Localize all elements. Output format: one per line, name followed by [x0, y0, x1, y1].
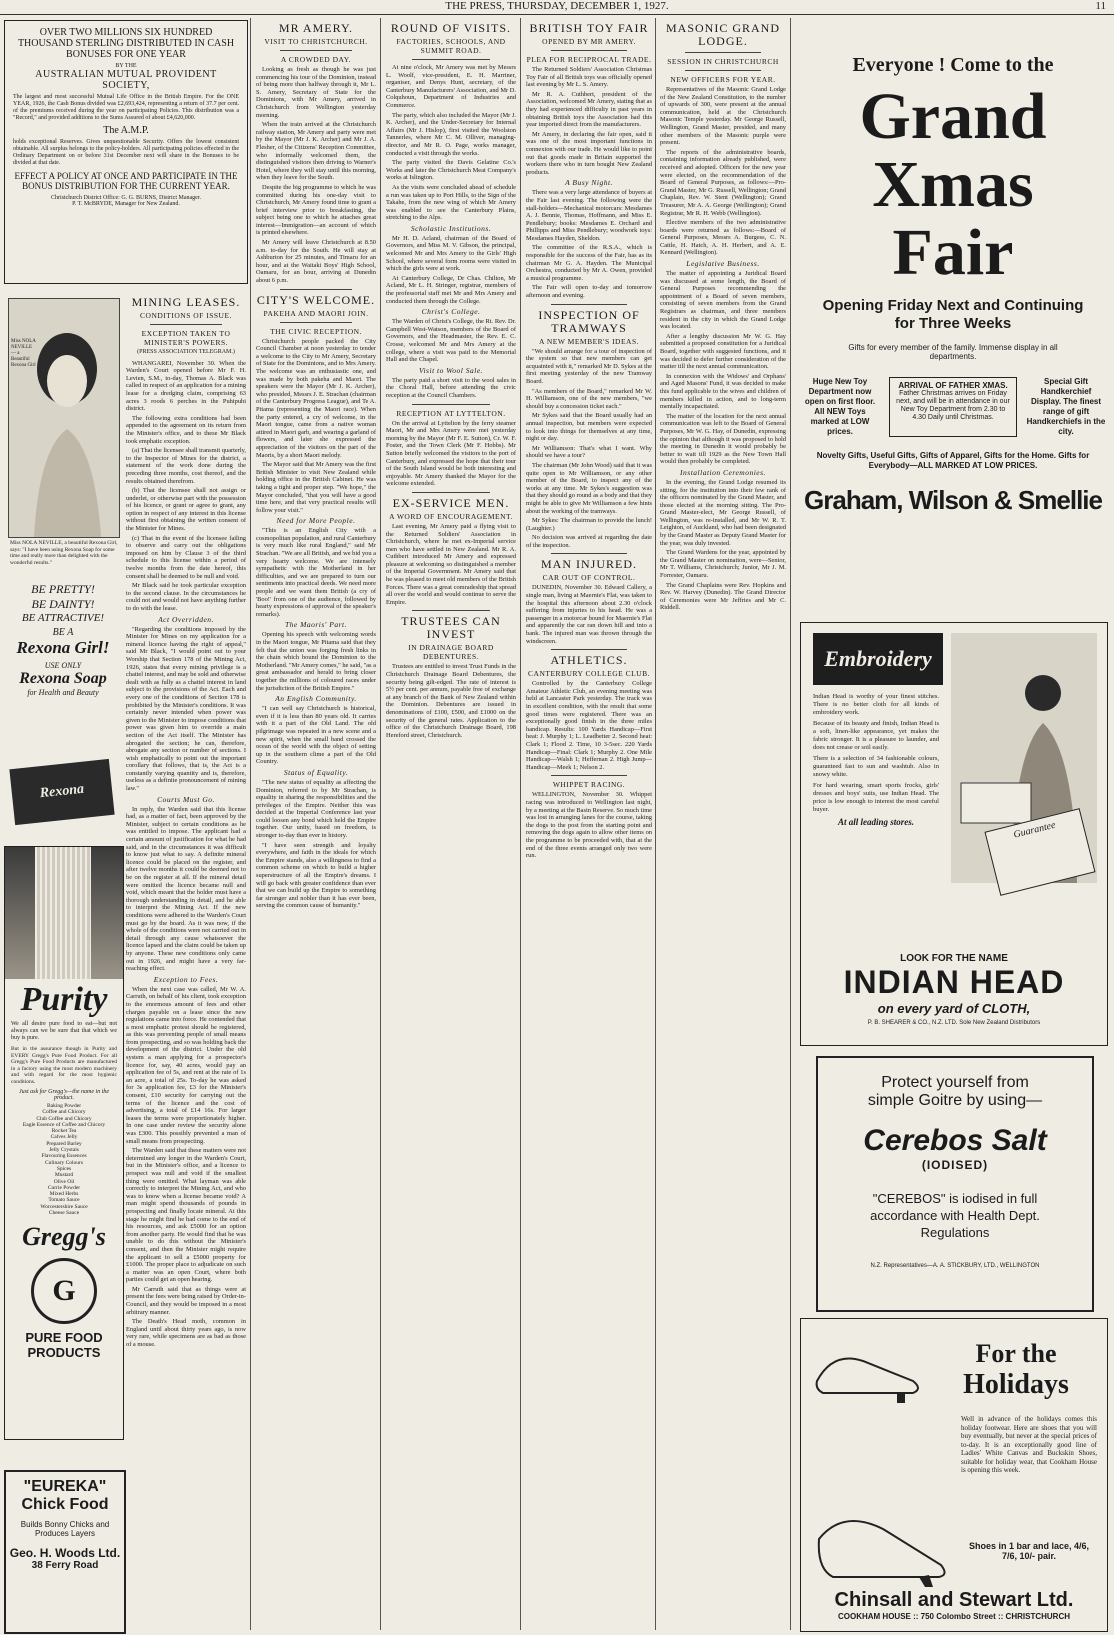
xmas-bottom: Novelty Gifts, Useful Gifts, Gifts of Apparel, Gifts for the Home. Gifts for Everybody—ALL MARKED AT LOW PRICES. [816, 451, 1090, 470]
chinsall-for: For the [975, 1339, 1057, 1368]
rexona-caption: Miss NOLA NEVILLE — a Beautiful Rexona Girl [11, 339, 36, 368]
product-list-item: Tomato Sauce [48, 1197, 80, 1204]
column-rule [250, 18, 251, 1630]
paragraph: When the next case was called, Mr W. A. Carruth, on behalf of his client, took exception to the enormous amount of fees and other charges payable on a lease since the new regulations came into force. He contended that a most emphatic protest should be registered, as this was preventing people of small means from prospecting, and so was holding back the development of the district. Under the old system a man applying for a prospector's licence for, say, 40 acres, would pay an application fee of 5s, and rent at the rate of 1s an acre, a total of 25s. To-day he was asked for 3s application fee, £3 for the Minister's consent, £10 security for carrying out the terms of the licence and the cost of advertising, a total of £14 16s. For larger leases the terms were proportionately higher. In one case under review the security alone was £300. This possibly prevented a man of small means from prospecting. [126, 985, 246, 1145]
toyfair-body [526, 66, 652, 300]
product-list-item: Olive Oil [53, 1178, 75, 1185]
high-heel-shoe-icon [813, 1479, 953, 1589]
purity-brand: Purity [20, 981, 108, 1018]
rexona-line5: Rexona Girl! [16, 638, 110, 657]
amp-society: AUSTRALIAN MUTUAL PROVIDENT SOCIETY, [35, 69, 217, 91]
trustees-body: Trustees are entitled to invest Trust Funds in the Christchurch Drainage Board Debentures, the security being gilt-edged. The rate of interest is 5½ per cent. per annum, payable free of exchange at any branch of the Bank of New Zealand within the Dominion. Debentures are issued in denominations of £100, £500, and £1000 on the security of the general rates. Application to the office of the Christchurch Drainage Board, 198 Hereford street, Christchurch. [386, 663, 516, 739]
xmas-father-title: ARRIVAL OF FATHER XMAS. [898, 381, 1008, 390]
ih-brand: INDIAN HEAD [843, 964, 1065, 1000]
paragraph: "The new status of equality as affecting the Dominion, referred to by Mr Strachan, is equality in sharing the responsibilities and the privileges of the Empire. Neither this was decided at the Imperial Conference last year could loosen any bond which held the Empire together. Our unity, based on freedom, is stronger to-day than ever in history. [256, 778, 376, 840]
product-list-item: Eagle Essence of Coffee and Chicory [22, 1121, 106, 1128]
exservice-body: Last evening, Mr Amery paid a flying visit to the Returned Soldiers' Association in Christchurch, where he met ex-Imperial service men who have settled in New Zealand. Mr R. A. Cuthbert introduced Mr Amery and expressed pleasure at welcoming so distinguished a member of the Imperial Government. Mr Amery said that he was pleased to meet old members of the British Forces. There was a great comradeship that spread all over the world and would continue to serve the Empire. [386, 522, 516, 606]
paragraph: The following extra conditions had been appended to the agreement on its return from the Minister's office, and to these Mr Black took emphatic exception. [126, 414, 246, 445]
paragraph: (a) That the licensee shall transmit quarterly, to the Inspector of Mines for the district, a statement of the work done during the preceding three months, cost thereof, and the results obtained therefrom. [126, 447, 246, 485]
paragraph: The matter of the location for the next annual communication was left to the Board of General Purposes, Mr W. G. Hay, of Dunedin, expressing the opinion that although it was proposed to hold the meeting in Dunedin it would probably be better to wait till 1929 as the New Town Hall would then probably be completed. [660, 412, 786, 466]
chinsall-shoes: Shoes in 1 bar and lace, 4/6, 7/6, 10/- pair. [968, 1541, 1090, 1561]
eureka-line: Builds Bonny Chicks and Produces Layers [20, 1520, 110, 1538]
ih-look: LOOK FOR THE NAME [900, 953, 1008, 964]
athletics-body: Controlled by the Canterbury College Amateur Athletic Club, an evening meeting was held at Lancaster Park yesterday. The track was in excellent condition, with the result that some good times were registered. There was an exceptionally good finish in the three miles handicap. Results: 100 Yards Handicap—First heat: J. Murphy 1; L. Leadbetter 2. Second heat: Clark 1; Flood 2. Time, 10 3-5sec. 220 Yards Handicap—Final: Clark 1; Murphy 2. One Mile Handicap—Walsh 1; Heffernan 2. High Jump—Handicap—Meek 1; Nelson 2. [526, 680, 652, 771]
rexona-line4: BE A [52, 627, 74, 638]
injured-headline: MAN INJURED. [541, 557, 637, 572]
paragraph: "I can well say Christchurch is historical, even if it is less than 80 years old. It carries with it a part of the Old Land. The old pilgrimage was repeated in a new scene and a new spirit, when the small band crossed the ocean of the world with the object of setting up in the southern clime a part of the Old Country. [256, 705, 376, 766]
eureka-maker: Geo. H. Woods Ltd. [9, 1546, 121, 1560]
ih-agents: P. B. SHEARER & CO., N.Z. LTD. Sole New Zealand Distributors [867, 1020, 1041, 1026]
visits-article [386, 18, 516, 1630]
paragraph: The Mayor said that Mr Amery was the first British Minister to visit New Zealand while holding office in the British Cabinet. He was taking a tight and proper step. "We hope," the Mayor concluded, "that you will have a good time here, and that very practical results will follow your visit." [256, 461, 376, 514]
masthead-title: THE PRESS, THURSDAY, DECEMBER 1, 1927. [445, 0, 669, 12]
eureka-sub: Chick Food [21, 1496, 109, 1513]
subheading: Legislative Business. [686, 259, 760, 269]
paragraph: Looking as fresh as though he was just commencing his tour of the Dominion, instead of being more than halfway through it, Mr L. S. Amery, Secretary of State for the Dominions, with Mr Amery, arrived in Christchurch from Wellington yesterday morning. [256, 66, 376, 119]
paragraph: Mr H. D. Acland, chairman of the Board of Governors, and Miss M. V. Gibson, the principal, welcomed Mr and Mrs Amery to the Girls' High School, where several form rooms were visited in which the girls were at work. [386, 234, 516, 273]
mining-headline: MINING LEASES. [131, 295, 241, 309]
cerebos-salt-advertisement [816, 1056, 1094, 1312]
masonic-body [660, 86, 786, 612]
amery-article [256, 18, 376, 1630]
paragraph: When the train arrived at the Christchurch railway station, Mr Amery and party were met by the Mayor (Mr J. K. Archer) and Mr J. A. Flesher, of the Citizens' Reception Committee, who informally welcomed them, the distinguished visitors then driving to Warner's Hotel, where they will stay until this morning, when they leave for the South. [256, 121, 376, 182]
amp-office: Christchurch District Office: G. G. BURNS, District Manager. [50, 195, 202, 201]
ih-text4: For hard wearing, smart sports frocks, girls' dresses and boys' suits, use Indian Head. The price is low enough to interest the most careful buyer. [813, 782, 939, 813]
paragraph: Christchurch people packed the City Council Chamber at noon yesterday to tender a welcome to the City to Mr Amery, Secretary of State for the Dominions, and to Mrs Amery. The welcome was an enthusiastic one, and was made by both pakeha and Maori. The speakers were the Mayor (Mr J. K. Archer), who presided, Messrs J. E. Strachan (chairman of the Canterbury Progress League), and Te A. Pitama (representing the Maori race). When the party entered, a cry of welcome, in the Maori tongue, came from a native woman attired in Maori garb, and wearing a garland of flowers, and later she expressed the appreciation of the visitors on the part of the Maoris, by a short Maori melody. [256, 337, 376, 459]
rexona-line8: for Health and Beauty [27, 688, 99, 697]
product-list-item: Coffee and Chicory [42, 1109, 86, 1116]
mining-telegram: (PRESS ASSOCIATION TELEGRAM.) [137, 349, 235, 355]
injured-sub: CAR OUT OF CONTROL. [542, 573, 636, 583]
paragraph: The Fair will open to-day and tomorrow afternoon and evening. [526, 284, 652, 300]
paragraph: The party, which also included the Mayor (Mr J. K. Archer), and the Under-Secretary for Internal Affairs (Mr J. Hislop), first visited the Woolston Tannerles, where Mr C. M. Olliver, managing-director, and Mr R. O. Page, works manager, conducted a visit through the works. [386, 111, 516, 157]
amery-sub2: A CROWDED DAY. [280, 55, 352, 64]
product-list-item: Baking Powder [46, 1103, 82, 1109]
amp-by: BY THE [115, 63, 137, 69]
paragraph: The committee of the R.S.A., which is responsible for the success of the Fair, has as its chairman Mr G. A. Hayden. The Municipal Orchestra, conducted by Mr A. Owen, provided a musical programme. [526, 244, 652, 282]
product-list-item: Rocket Tea [51, 1128, 77, 1135]
paragraph: Mr Black said he took particular exception to the second clause. In the circumstances he could not and would not have anything further to do with the lease. [126, 582, 246, 612]
amery-sub1: VISIT TO CHRISTCHURCH. [264, 37, 368, 46]
amery-headline: MR AMERY. [278, 21, 354, 35]
paragraph: The reports of the administrative boards, containing information already published, were received and adopted. Officers for the new year were elected, on the recommendation of the Board of General Purposes, as follows:—Pro-Grand Master, Mr G. Russell, Wellington; Grand Chaplain, Rev. W. Stent (Wellington); Grand Treasurer, Mr A. A. George (Wellington); Grand Registrar, Mr R. H. Webb (Wellington). [660, 148, 786, 217]
paragraph: The Warden said that these matters were not determined any longer in the Warden's Court, but in the Minister's office, and a licence to prospect was null and void if the smallest thing were omitted. What layman was able correctly to interpret the Mining Act, and who was to know when a license became void? A man might spend thousands of pounds in prospecting and finally locate mineral. At this stage he might find he had come to the end of his resources, and ask £5000 for an option from another party. He would find that he was unable to do this without the Minister's consent, and then the Minister might require the applicant to sell a £5000 property for £1000. The proper place to adjudicate on such a matter was an open Court, where both parties could get an open hearing. [126, 1147, 246, 1284]
product-list-item: Flavouring Essences [41, 1153, 87, 1160]
xmas-xmas: Xmas [872, 148, 1034, 221]
product-list-item: Prepared Barley [46, 1140, 82, 1147]
welcome-body [256, 338, 376, 910]
paragraph: In the evening, the Grand Lodge resumed its sitting, for the institution into their few rank of the officers nominated by the Grand Master, and those elected at the morning sitting. The Pro-Grand Master-elect, Mr George Russell, of Wellington, was re-installed, and Mr W. R. T. Leighton, of Auckland, who had been designated by the Grand Master as Deputy Grand Master for the year, was duly invested. [660, 478, 786, 547]
welcome-sub1: PAKEHA AND MAORI JOIN. [263, 308, 369, 318]
paragraph: At Canterbury College, Dr Chas. Chilton, Mr Acland, Mr L. H. Stringer, registrar, members of the professorial staff met Mr and Mrs Amery and conducted them through the College. [386, 274, 516, 305]
ih-every: on every yard of CLOTH, [877, 1001, 1031, 1016]
page-number: 11 [1095, 0, 1106, 12]
grand-xmas-fair-advertisement [796, 54, 1110, 594]
column-rule [520, 18, 521, 1630]
amp-headline: OVER TWO MILLIONS SIX HUNDRED THOUSAND STERLING DISTRIBUTED IN CASH BONUSES FOR ONE YEAR [17, 27, 235, 60]
xmas-father-text: Father Christmas arrives on Friday next, and will be in attendance in our New Toy Department from 2.30 to 4.30 Daily until Christmas. [896, 390, 1010, 421]
toyfair-sub2: PLEA FOR RECIPROCAL TRADE. [526, 55, 652, 64]
paragraph: The Grand Wardens for the year, appointed by the Grand Master on nomination, were—Senior, Mr T. Williams, Christchurch; Junior, Mr J. M. Forrester, Oamaru. [660, 549, 786, 580]
masonic-headline: MASONIC GRAND LODGE. [665, 21, 780, 48]
ih-stores: At all leading stores. [837, 817, 914, 827]
rexona-line1: BE PRETTY! [31, 582, 95, 596]
welcome-sub2: THE CIVIC RECEPTION. [270, 326, 362, 336]
paragraph: "This is an English City with a cosmopolitan population, and rural Canterbury is very much like rural England," said Mr Strachan. "We are all British, and we bid you a very hearty welcome. We are intensely sympathetic with the Motherland in her difficulties, and we are prepared to turn our sentiments into practical deeds. We need more people and we want them British (a cry of 'Boo!' from one of the audience, followed by hearty expressions of approval of the speaker's remarks). [256, 527, 376, 618]
masthead [0, 0, 1114, 15]
rexona-line2: BE DAINTY! [31, 597, 95, 611]
paragraph: Mr Williamson: That's what I want. Why should we have a tour? [526, 444, 652, 460]
product-list-item: Club Coffee and Chicory [36, 1115, 92, 1122]
masonic-sub2: NEW OFFICERS FOR YEAR. [670, 75, 776, 84]
mining-sub1: CONDITIONS OF ISSUE. [140, 311, 232, 320]
product-list-item: Worcestershire Sauce [40, 1203, 88, 1210]
product-list [5, 1103, 123, 1216]
product-list-item: Mustard [54, 1172, 74, 1179]
paragraph: No decision was arrived at regarding the date of the inspection. [526, 534, 652, 549]
whippet-body: WELLINGTON, November 30. Whippet racing was introduced to Wellington last night, by a meeting at the Basin Reserve. So much time was lost in arranging lanes for the course, taking the dogs to the post from the starting point and removing the dogs again to allow other items on the programme to be proceeded with, that at the end of the three events arranged only two were run. [526, 791, 652, 860]
athletics-sub: CANTERBURY COLLEGE CLUB. [528, 669, 650, 679]
rexona-quote: Miss NOLA NEVILLE, a beautiful Rexona Girl, says: "I have been using Rexona Soap for some time and really more than delighted with the wonderful results." [10, 540, 118, 566]
paragraph: The Warden of Christ's College, the Rt. Rev. Dr. Campbell West-Watson, members of the Board of Governors, and the Headmaster, the Rev. E. C. Crosse, welcomed Mr and Mrs Amery at the college, where a visit was paid to the Memorial Hall and the Chapel. [386, 318, 516, 364]
paragraph: Mr Sykes said that the Board usually had an annual inspection, but members were expected to look into things for themselves at any time, night or day. [526, 412, 652, 443]
embroidery-title: Embroidery [824, 646, 932, 671]
mining-body [126, 360, 246, 1349]
rexona-soap-pack [9, 759, 114, 825]
amery-body [256, 66, 376, 285]
subheading: Christ's College. [421, 307, 481, 317]
amp-manager: P. T. McBRYDE, Manager for New Zealand. [72, 201, 180, 207]
injured-body: DUNEDIN, November 30. Edward Callery, a single man, living at Maernie's Flat, was taken to the hospital this afternoon about 2.30 o'clock suffering from injuries to his head. He was a passenger in a motorcar bound for Maernie's Flat and apparently the car ran down hill and into a bank. The injured man was thrown through the windscreen. [526, 584, 652, 645]
subheading: An English Community. [275, 694, 357, 704]
ih-text1: Indian Head is worthy of your finest stitches. There is no better cloth for all kinds of embroidery work. [813, 693, 939, 716]
amp-logo-text: The A.M.P. [103, 125, 149, 136]
ih-text3: There is a selection of 34 fashionable colours, guaranteed fast to sun and washtub. Also in snowy white. [813, 755, 939, 778]
paragraph: Opening his speech with welcoming words in the Maori tongue, Mr Pitama said that they felt that the union was forging fresh links in the chain which bound the Dominion to the Motherland. "Mr Amery comes," he said, "as a great ambassador and herald to bring closer together the millions of coloured races under the jurisdiction of the British Empire." [256, 631, 376, 692]
product-list-item: Calves Jelly [50, 1134, 78, 1141]
athletics-headline: ATHLETICS. [550, 653, 628, 668]
visits-sub1: FACTORIES, SCHOOLS, AND SUMMIT ROAD. [396, 37, 506, 55]
paragraph: "As members of the Board," remarked Mr W. H. Williamson, one of the new members, "we should buy a concession ticket each." [526, 387, 652, 410]
toyfair-headline: BRITISH TOY FAIR [529, 21, 649, 35]
chinsall-stewart-advertisement [800, 1318, 1108, 1632]
subheading: Status of Equality. [283, 767, 349, 777]
store-name: Graham, Wilson & Smellie [804, 485, 1102, 515]
ih-text2: Because of its beauty and finish, Indian Head is a soft, linen-like appearance, yet makes the fabric stronger. It is a pleasure to launder, and does not crease or soil easily. [813, 720, 939, 751]
xmas-handkerchief: Special Gift Handkerchief Display. The finest range of gift Handkerchiefs in the city. [1026, 377, 1106, 436]
paragraph: The Grand Chaplains were Rev. Hopkins and Rev. W. Harvey (Dunedin). The Grand Director of Ceremonies were Mr Jeffries and Mr C. Riddell. [660, 581, 786, 612]
xmas-opening: Opening Friday Next and Continuing for Three Weeks [822, 297, 1084, 332]
visits-headline: ROUND OF VISITS. [390, 21, 512, 35]
paragraph: "I have seen strength and loyalty everywhere, and faith in the ideals for which the Empire stands, also a willingness to find a common scheme on which to build a higher superstructure of all the Empire's dreams. I will go back with greater confidence than ever that we can build up the Empire to something far stronger and nobler than it has ever been, serving the common cause of humanity." [256, 841, 376, 910]
paragraph: At nine o'clock, Mr Amery was met by Messrs L. Woolf, vice-president, E. H. Marriner, organiser, and Denys Hunt, secretary, of the Canterbury Manufacturers' Association, and Mr D. Colquhoun, Department of Industries and Commerce. [386, 64, 516, 109]
tram-body [526, 348, 652, 550]
chinsall-firm: Chinsall and Stewart Ltd. [834, 1589, 1074, 1611]
waterfall-stream [35, 847, 91, 979]
chinsall-holidays: Holidays [963, 1369, 1069, 1400]
welcome-headline: CITY'S WELCOME. [256, 292, 376, 307]
paragraph: "We should arrange for a tour of inspection of the system so that new members can get acquainted with it," remarked Mr D. Sykes at the first meeting yesterday of the new Tramway Board. [526, 347, 652, 385]
cerebos-line2: simple Goitre by using— [867, 1092, 1043, 1109]
subheading: A Busy Night. [565, 178, 613, 188]
column-rule [790, 18, 791, 1630]
paragraph: "Regarding the conditions imposed by the Minister for Mines on my application for a mineral licence having the right of appeal," said Mr Black, "I would point out to your Worship that Section 178 of the Mining Act, 1926, states that every mining privilege is a chattel interest, and may be sold and otherwise dealt with as fully as a chattel interest in land subject to the provisions of the Act. Each and every one of the conditions of Section 178 is prohibited by the Minister's conditions. It was certainly never intended when power was given to the Minister to impose conditions that power was given him to override a main section of the Act itself. The Minister has abrogated the section; he can, therefore, abrogate any section or number of sections. I wish emphatically to point out the important corollary that follows, that is, the Act is a constantly varying quantity and is, therefore, useless as a definite pronouncement of mining law." [126, 625, 246, 793]
toyfair-sub1: OPENED BY MR AMERY. [542, 37, 636, 46]
amp-body: The largest and most successful Mutual Life Office in the British Empire. For the ONE YEAR, 1926, the Cash Bonus divided was £2,693,424, representing a return of 37.7 per cent. of the premiums received during the year on participating Policies. This distribution was a "Record," and provided additions to the Sums Assured of about £4,620,000. [13, 94, 239, 121]
greggs-brand: Gregg's [22, 1222, 106, 1252]
eureka-title: "EUREKA" [23, 1478, 107, 1495]
product-list-item: Spices [56, 1165, 72, 1172]
product-list-item: Cheese Sauce [48, 1210, 80, 1217]
guarantee-label: Guarantee [1012, 819, 1057, 841]
chinsall-addr: COOKHAM HOUSE :: 750 Colombo Street :: CHRISTCHURCH [837, 1612, 1070, 1621]
subheading: Installation Ceremonies. [680, 467, 766, 477]
lyttelton-body: On the arrival at Lyttelton by the ferry steamer Maori, Mr and Mrs Amery were met yesterday morning by the Mayor (Mr F. E. Sutton), Cr. W. F. Foster, and the Town Clerk (Mr F. Hobbs). Mr Sutton briefly welcomed the visitors to the port of Canterbury, and expressed the hope that their tour of the South Island would be both interesting and enjoyable. Mr Amery thanked the Mayor for the welcome extended. [386, 419, 516, 488]
paragraph: After a lengthy discussion Mr W. G. Hay submitted a proposed constitution for a Juridical Board, together with suggested functions, and it was decided to defer further consideration of the matter till the next annual communication. [660, 332, 786, 371]
column-rule [655, 18, 656, 1630]
subheading: Act Overridden. [158, 614, 214, 624]
cerebos-line1: Protect yourself from [881, 1074, 1029, 1091]
paragraph: Mr R. A. Cuthbert, president of the Association, welcomed Mr Amery, stating that as they had experienced difficulty in past years in obtaining British toys the Association had this year imported direct from the manufacturers. [526, 90, 652, 129]
pure-food-line1: PURE FOOD [25, 1330, 103, 1346]
portrait-illustration [9, 299, 119, 537]
cerebos-brand: Cerebos Salt [863, 1124, 1047, 1157]
eureka-addr: 38 Ferry Road [31, 1560, 99, 1571]
eureka-chick-food-advertisement [4, 1470, 126, 1634]
embroidery-banner [813, 633, 943, 685]
rexona-girl-portrait [8, 298, 120, 538]
product-list-item: Jelly Crystals [49, 1147, 79, 1154]
greggs-g-logo: G [31, 1258, 97, 1324]
cerebos-iodised: (IODISED) [921, 1158, 989, 1172]
subheading: Exception to Fees. [153, 974, 219, 984]
product-list-item: Mixed Herbs [49, 1191, 79, 1198]
rexona-line6: USE ONLY [44, 661, 82, 670]
product-list-item: Culinary Colours [44, 1159, 84, 1166]
amp-call: EFFECT A POLICY AT ONCE AND PARTICIPATE IN THE BONUS DISTRIBUTION FOR THE CURRENT YEAR. [14, 171, 238, 191]
greggs-purity-advertisement [4, 846, 124, 1440]
xmas-fair: Fair [892, 216, 1014, 289]
exservice-sub: A WORD OF ENCOURAGEMENT. [389, 511, 513, 521]
mining-leases-article [126, 292, 246, 1630]
subheading: Need for More People. [276, 516, 356, 526]
chinsall-text: Well in advance of the holidays comes this holiday footwear. Here are shoes that you will buy eventually, but never at the special prices of to-day. It is an exceptionally good line of Ladies' White Canvas and Buckskin Shoes, suitable for holiday wear, that Cookham House is opening this week. [961, 1415, 1097, 1474]
paragraph: Mr Amery, in declaring the fair open, said it was one of the most important functions in connexion with our trade. He would like to point out that goods made in Britain supported the workers there who in turn bought New Zealand products. [526, 130, 652, 176]
pure-food-line2: PRODUCTS [27, 1345, 101, 1361]
amp-advertisement [4, 20, 248, 284]
whippet-headline: WHIPPET RACING. [552, 780, 626, 790]
subheading: Visit to Wool Sale. [418, 365, 484, 375]
trustees-sub: IN DRAINAGE BOARD DEBENTURES. [408, 643, 494, 662]
cerebos-text: "CEREBOS" is iodised in full accordance with Health Dept. Regulations [870, 1191, 1040, 1240]
masonic-article [660, 18, 786, 1630]
paragraph: The party visited the Davis Gelatine Co.'s Works and later the Christchurch Meat Company's works at Islington. [386, 159, 516, 182]
shoe-icon [813, 1341, 925, 1405]
paragraph: Mr Carruth said that as things were at present the fees were being raised by Order-in-Council, and they would be imposed in a most arbitrary manner. [126, 1285, 246, 1316]
tram-sub: A NEW MEMBER'S IDEAS. [538, 336, 640, 346]
paragraph: The Death's Head moth, common in England until about thirty years ago, is now very rare, while specimens are as bad as those of a mouse. [126, 1318, 246, 1349]
exservice-headline: EX-SERVICE MEN. [392, 495, 510, 510]
rexona-advertisement [4, 292, 122, 840]
trustees-headline: TRUSTEES CAN INVEST [401, 614, 501, 642]
column-rule [380, 18, 381, 1630]
rexona-line3: BE ATTRACTIVE! [21, 612, 105, 624]
paragraph: There was a very large attendance of buyers at the Fair last evening. The following were the stall-holders—Mechanical motorcars: Mesdames A. J. Bennie, Thomas, Hoffmann, and Miss E. Pendlebury; books: Mesdames E. Orchard and Phillipps and Miss Pendlebury; woodwork toys: Mesdames Hayden, Sheldon. [526, 189, 652, 242]
paragraph: Despite the big programme to which he was committed during his one-day visit to Christchurch, Mr Amery found time to grant a brief interview prior to breakfasting, the subject being one to which he attaches great interest—Immigration—an account of which is printed elsewhere. [256, 183, 376, 237]
paragraph: The party paid a short visit to the wool sales in the Choral Hall, before attending the civic reception at the Council Chambers. [386, 376, 516, 399]
paragraph: WHANGAREI, November 30. When the Warden's Court opened before Mr F. H. Levien, S.M., to-day, Thomas A. Black was called in respect of an application for a mining lease for a dredging claim, comprising 63 acres 3 roods 6 perches in the Puhipuhi district. [126, 359, 246, 413]
amp-body2: holds exceptional Reserves. Gives unquestionable Security. Offers the lowest consistent obtainable. All surplus belongs to the policy-holders. All participating policies effected in the Ordinary Department on or before 31st December next will share in the Bonuses to be divided at that date. [13, 139, 239, 166]
cerebos-agents: N.Z. Representatives—A. A. STICKBURY, LTD., WELLINGTON [870, 1263, 1040, 1269]
paragraph: Elective members of the two administrative boards were returned as follows:—Board of General Purposes, Messrs A. Burgess, C. N. Cattle, H. Hatch, A. H. Herbert, and A. E. Kennard (Wellington). [660, 219, 786, 257]
visits-body [386, 64, 516, 400]
xmas-toy-dept: Huge New Toy Department now open on first floor. All NEW Toys marked at LOW prices. [804, 377, 876, 436]
paragraph: The Returned Soldiers' Association Christmas Toy Fair of all British toys was officially opened last evening by Mr L. S. Amery. [526, 66, 652, 89]
xmas-gifts: Gifts for every member of the family. Immense display in all departments. [848, 343, 1058, 361]
purity-list-title: Just ask for Gregg's—the name in the product. [18, 1089, 110, 1101]
lyttelton-headline: RECEPTION AT LYTTELTON. [396, 408, 506, 418]
tram-headline: INSPECTION OF TRAMWAYS [538, 307, 640, 335]
rexona-line7: Rexona Soap [19, 670, 107, 687]
paragraph: Representatives of the Masonic Grand Lodge of the New Zealand Constitution, to the number of upwards of 300, were present at the annual communication, held at the Christchurch Masonic Temple yesterday. Mr George Russell, Wellington, Grand Master, presided, and many other members of the Masonic purple were present. [660, 86, 786, 147]
purity-text1: We all desire pure food to eat—but not always can we be sure that that which we buy is pure. [11, 1021, 117, 1041]
paragraph: Mr Sykes: The chairman to provide the lunch! (Laughter.) [526, 517, 652, 532]
paragraph: (b) That the licensee shall not assign or underlet, or otherwise part with the possession of his licence, or grant or agree to grant, any option in respect of any interest in this license without first obtaining the written consent of the Minister for Mines. [126, 487, 246, 533]
xmas-line1: Everyone ! Come to the [852, 54, 1054, 76]
rexona-pack-label: Rexona [39, 781, 85, 802]
subheading: Courts Must Go. [157, 794, 215, 804]
toy-fair-article [526, 18, 652, 1630]
xmas-grand: Grand [859, 80, 1047, 153]
subheading: The Maoris' Part. [285, 620, 347, 630]
paragraph: (c) That in the event of the licensee failing to observe and carry out the obligations imposed on him by Clause 3 of the third schedule to this license within a period of twelve months from the date hereof, this consent shall be deemed to be null and void. [126, 534, 246, 580]
paragraph: The chairman (Mr John Wood) said that it was quite open to Mr Williamson, or any other member of the Board, to inspect any of the works at any time. Mr Sykes's suggestion was that they should go round as a body and that they might be able to give Mr Williamson a few hints about the working of the tramways. [526, 461, 652, 515]
indian-head-advertisement [800, 622, 1108, 1046]
purity-text2: But in the assurance though in Purity and EVERY Gregg's Pure Food Product. For all Gregg's Pure Food Products are manufactured in a factory using the most modern machinery and with regard for the most hygienic conditions. [11, 1046, 117, 1085]
product-list-item: Currie Powder [47, 1184, 81, 1191]
waterfall-illustration [5, 847, 123, 979]
paragraph: Mr Amery will leave Christchurch at 8.50 a.m. to-day for the South. He will stay at Ashburton for 25 minutes, and Timaru for an hour, and at the Waitaki Boys' High School, Oamaru, for an hour, arriving at Dunedin about 6 p.m. [256, 239, 376, 285]
paragraph: As the visits were concluded ahead of schedule a run was taken up to Port Hills, to the Sign of the Takahe, from the new wing of which Mr Amery was enabled to see the Canterbury Plains, stretching to the Alps. [386, 183, 516, 222]
paragraph: In connexion with the Widows' and Orphans' and Aged Masons' Fund, it was decided to make this fund applicable to the wives and children of members killed in action, and to long-term mentally incapacitated. [660, 372, 786, 411]
paragraph: In reply, the Warden said that this license had, as a matter of fact, been approved by the Minister, subject to certain conditions as he was entitled to impose. The applicant had a certain amount of justification for what he had said, and in the circumstances it was difficult to know just what to say. A definite mineral licence could be placed on the register, and after twelve months it could be deemed not to be on the register at all. If the mineral detail were omitted the licence became null and void, which meant that the holder must have a thorough understanding in detail, and he able to interpret the Mining Act. If the new conditions were adhered to the Warden's Court must go by the board. As it was now, if the whole of the conditions were not carried out in detail through any cause whatsoever the licence lapsed and the claim could be taken up by anyone. These new conditions only came out in 1926, and might have a very far-reaching effect. [126, 805, 246, 973]
paragraph: The matter of appointing a Juridical Board was discussed at some length, the Board of General Purposes recommending the appointment of a Board of seven members, consisting of seven members from the Grand Registrars as chairman, and three members resident in the city in which the Grand Lodge was located. [660, 270, 786, 331]
subheading: Scholastic Institutions. [410, 223, 492, 233]
masonic-sub1: SESSION IN CHRISTCHURCH [667, 57, 779, 66]
mining-sub2: EXCEPTION TAKEN TO MINISTER'S POWERS. [141, 329, 231, 347]
